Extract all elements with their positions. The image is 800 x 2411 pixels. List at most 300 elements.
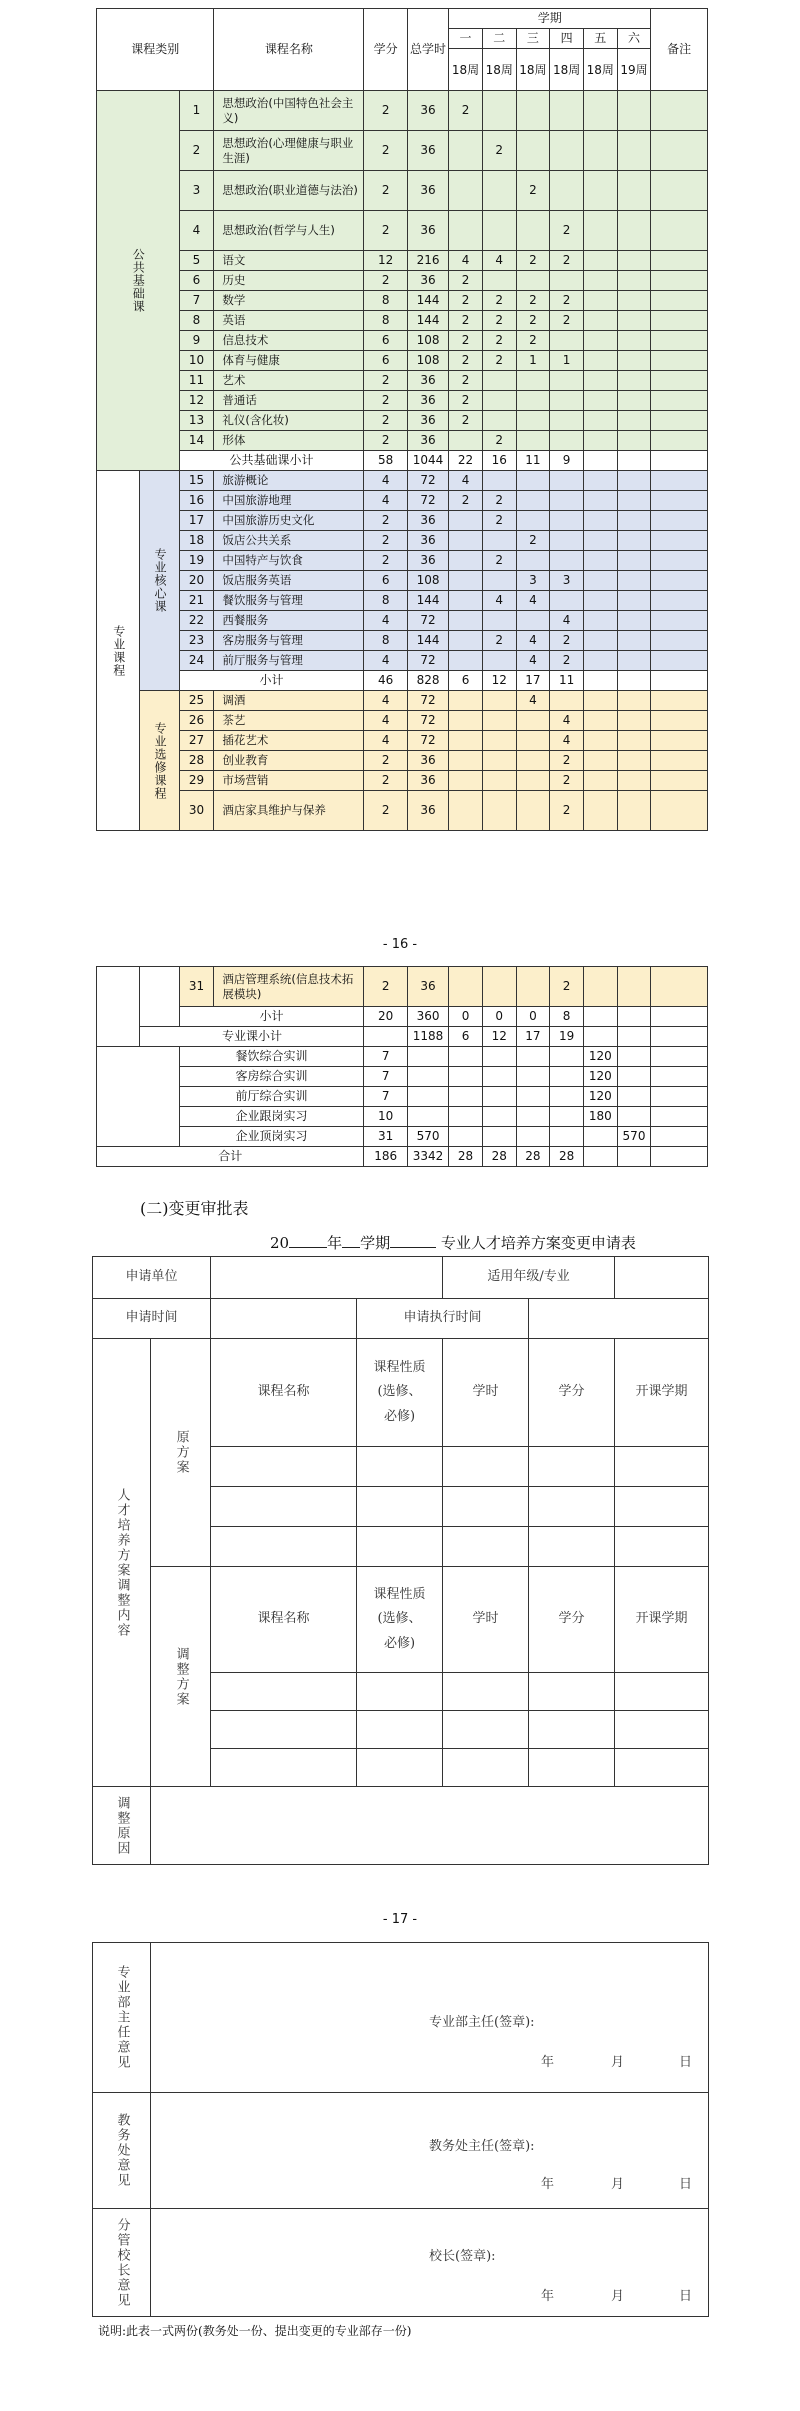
term-hours-cell: [617, 391, 651, 411]
term-hours-cell: [583, 591, 617, 611]
term-hours-cell: [449, 611, 483, 631]
table-row: [97, 431, 708, 451]
credit-cell: 4: [364, 731, 407, 751]
orig-row-2-cell[interactable]: [357, 1487, 443, 1527]
hours-cell: 144: [407, 291, 448, 311]
term-hours-cell: 17: [516, 1027, 550, 1047]
term-hours-cell: [617, 131, 651, 171]
course-name-cell: 前厅综合实训: [179, 1087, 364, 1107]
term-hours-cell: [449, 751, 483, 771]
credit-cell: 2: [364, 967, 407, 1007]
term-hours-cell: [617, 91, 651, 131]
term-hours-cell: [583, 311, 617, 331]
credit-cell: 8: [364, 631, 407, 651]
credit-cell: 2: [364, 171, 407, 211]
hours-cell: 570: [407, 1127, 448, 1147]
seq-cell: 31: [179, 967, 214, 1007]
course-name-cell: 中国旅游地理: [214, 491, 364, 511]
term-hours-cell: 22: [449, 451, 483, 471]
term-hours-cell: [516, 91, 550, 131]
term-hours-cell: 28: [449, 1147, 483, 1167]
orig-row-3-cell[interactable]: [615, 1527, 709, 1567]
hours-cell: 216: [407, 251, 448, 271]
term-hours-cell: [516, 791, 550, 831]
course-name-cell: 企业顶岗实习: [179, 1127, 364, 1147]
term-hours-cell: [516, 751, 550, 771]
seq-cell: 1: [179, 91, 214, 131]
credit-cell: 2: [364, 211, 407, 251]
reason-field[interactable]: [151, 1787, 709, 1865]
header-course-name: 课程名称: [214, 9, 364, 91]
term-hours-cell: [583, 531, 617, 551]
term-hours-cell: 0: [516, 1007, 550, 1027]
adj-row-3-cell[interactable]: [211, 1749, 357, 1787]
group-professional-cont: [97, 967, 140, 1047]
term-hours-cell: [583, 251, 617, 271]
term-hours-cell: [449, 631, 483, 651]
term-hours-cell: [583, 131, 617, 171]
term-hours-cell: [583, 671, 617, 691]
term-hours-cell: [482, 651, 516, 671]
term-hours-cell: [516, 271, 550, 291]
subtotal-row: [97, 1007, 708, 1027]
section-title: (二)变更审批表: [140, 1199, 249, 1218]
credit-cell: 8: [364, 591, 407, 611]
header-remark: 备注: [651, 9, 708, 91]
orig-row-1-cell[interactable]: [529, 1447, 615, 1487]
hours-cell: [407, 1087, 448, 1107]
adj-row-3-cell[interactable]: [443, 1749, 529, 1787]
term-hours-cell: [617, 1107, 651, 1127]
term-hours-cell: [583, 711, 617, 731]
table-row: [97, 291, 708, 311]
adj-row-3-cell[interactable]: [529, 1749, 615, 1787]
date-month: 月: [611, 2289, 625, 2304]
remark-cell: [651, 351, 708, 371]
adj-col-nature: 课程性质 (选修、 必修): [357, 1567, 443, 1673]
apply-time-field[interactable]: [211, 1299, 357, 1339]
adj-row-1-cell[interactable]: [211, 1673, 357, 1711]
hours-cell: 108: [407, 571, 448, 591]
hours-cell: 72: [407, 471, 448, 491]
term-hours-cell: [617, 1007, 651, 1027]
term-hours-cell: 2: [482, 311, 516, 331]
hours-cell: 36: [407, 751, 448, 771]
hours-cell: 72: [407, 711, 448, 731]
term-hours-cell: 8: [550, 1007, 584, 1027]
title-prefix: 20: [270, 1234, 290, 1252]
week-header: 18周: [449, 49, 483, 91]
table-row: [97, 571, 708, 591]
term-hours-cell: [617, 711, 651, 731]
group-elective-cont: [140, 967, 179, 1027]
orig-row-2-cell[interactable]: [211, 1487, 357, 1527]
credit-cell: 2: [364, 531, 407, 551]
adj-row-2-cell[interactable]: [357, 1711, 443, 1749]
week-header: 18周: [516, 49, 550, 91]
term-hours-cell: 2: [449, 351, 483, 371]
course-name-cell: 信息技术: [214, 331, 364, 351]
term-hours-cell: 9: [550, 451, 584, 471]
term-hours-cell: 4: [516, 591, 550, 611]
term-hours-cell: [617, 211, 651, 251]
course-name-cell: 数学: [214, 291, 364, 311]
remark-cell: [651, 1087, 708, 1107]
orig-row-2-cell[interactable]: [529, 1487, 615, 1527]
seq-cell: 23: [179, 631, 214, 651]
remark-cell: [651, 651, 708, 671]
remark-cell: [651, 711, 708, 731]
term-header: 二: [482, 29, 516, 49]
credit-cell: 8: [364, 291, 407, 311]
remark-cell: [651, 1147, 708, 1167]
term-hours-cell: [482, 751, 516, 771]
term-hours-cell: 4: [516, 631, 550, 651]
seq-cell: 7: [179, 291, 214, 311]
remark-cell: [651, 211, 708, 251]
date-year: 年: [541, 2055, 555, 2070]
hours-cell: 144: [407, 631, 448, 651]
term-hours-cell: 2: [516, 311, 550, 331]
hours-cell: 72: [407, 491, 448, 511]
course-name-cell: 旅游概论: [214, 471, 364, 491]
term-hours-cell: [550, 271, 584, 291]
table-row: [97, 171, 708, 211]
term-hours-cell: 2: [449, 331, 483, 351]
orig-row-2-cell[interactable]: [615, 1487, 709, 1527]
remark-cell: [651, 431, 708, 451]
teaching-plan-table: [96, 8, 708, 831]
remark-cell: [651, 591, 708, 611]
term-hours-cell: 2: [482, 511, 516, 531]
hours-cell: 72: [407, 651, 448, 671]
term-hours-cell: [449, 571, 483, 591]
term-hours-cell: [617, 571, 651, 591]
credit-cell: 31: [364, 1127, 407, 1147]
subtotal-label: 公共基础课小计: [179, 451, 364, 471]
term-hours-cell: 2: [482, 291, 516, 311]
term-hours-cell: [516, 211, 550, 251]
seq-cell: 19: [179, 551, 214, 571]
seq-cell: 28: [179, 751, 214, 771]
term-hours-cell: [482, 571, 516, 591]
term-hours-cell: 2: [516, 251, 550, 271]
term-hours-cell: 4: [482, 251, 516, 271]
hours-cell: 144: [407, 311, 448, 331]
term-hours-cell: 1: [516, 351, 550, 371]
term-hours-cell: 180: [583, 1107, 617, 1127]
term-hours-cell: [583, 91, 617, 131]
term-hours-cell: [550, 411, 584, 431]
term-hours-cell: [482, 271, 516, 291]
remark-cell: [651, 391, 708, 411]
term-hours-cell: [617, 611, 651, 631]
orig-row-1-cell[interactable]: [443, 1447, 529, 1487]
table-row: [97, 967, 708, 1007]
term-hours-cell: [617, 251, 651, 271]
practice-group-cell: [97, 1047, 180, 1147]
exec-time-field[interactable]: [529, 1299, 709, 1339]
course-name-cell: 茶艺: [214, 711, 364, 731]
term-hours-cell: [550, 691, 584, 711]
date-day: 日: [679, 2177, 693, 2192]
term-hours-cell: 2: [550, 771, 584, 791]
hours-cell: 1188: [407, 1027, 448, 1047]
grade-major-field[interactable]: [615, 1257, 709, 1299]
table-row: [97, 1047, 708, 1067]
term-hours-cell: [583, 571, 617, 591]
remark-cell: [651, 791, 708, 831]
term-hours-cell: [617, 291, 651, 311]
term-hours-cell: 2: [516, 291, 550, 311]
course-name-cell: 历史: [214, 271, 364, 291]
credit-cell: 7: [364, 1047, 407, 1067]
term-hours-cell: 2: [516, 331, 550, 351]
table-row: [97, 691, 708, 711]
remark-cell: [651, 731, 708, 751]
adj-row-2-cell[interactable]: [443, 1711, 529, 1749]
subtotal-label: 小计: [179, 1007, 364, 1027]
table-row: [97, 251, 708, 271]
term-hours-cell: [583, 491, 617, 511]
remark-cell: [651, 131, 708, 171]
apply-unit-field[interactable]: [211, 1257, 443, 1299]
original-plan-label: 原方案: [151, 1339, 211, 1567]
table-row: [97, 211, 708, 251]
academic-office-opinion[interactable]: [151, 2093, 709, 2209]
term-hours-cell: [583, 331, 617, 351]
term-hours-cell: [449, 551, 483, 571]
term-hours-cell: [482, 411, 516, 431]
seq-cell: 20: [179, 571, 214, 591]
hours-cell: 36: [407, 171, 448, 211]
credit-cell: 4: [364, 651, 407, 671]
date-day: 日: [679, 2055, 693, 2070]
term-hours-cell: 4: [550, 611, 584, 631]
term-hours-cell: [516, 491, 550, 511]
term-hours-cell: [482, 1127, 516, 1147]
term-hours-cell: [583, 751, 617, 771]
orig-row-3-cell[interactable]: [357, 1527, 443, 1567]
hours-cell: 36: [407, 211, 448, 251]
remark-cell: [651, 311, 708, 331]
term-hours-cell: [550, 331, 584, 351]
credit-cell: 2: [364, 751, 407, 771]
term-hours-cell: [449, 731, 483, 751]
term-hours-cell: [449, 131, 483, 171]
credit-cell: 6: [364, 331, 407, 351]
term-hours-cell: [583, 791, 617, 831]
hours-cell: [407, 1067, 448, 1087]
table-row: [97, 651, 708, 671]
term-hours-cell: 4: [449, 251, 483, 271]
course-name-cell: 艺术: [214, 371, 364, 391]
term-hours-cell: [516, 967, 550, 1007]
term-hours-cell: [583, 611, 617, 631]
term-hours-cell: [550, 91, 584, 131]
term-hours-cell: [617, 411, 651, 431]
table-row: [97, 731, 708, 751]
orig-row-3-cell[interactable]: [529, 1527, 615, 1567]
term-hours-cell: 2: [516, 531, 550, 551]
table-row: [97, 1087, 708, 1107]
hours-cell: 36: [407, 431, 448, 451]
hours-cell: 36: [407, 391, 448, 411]
orig-row-2-cell[interactable]: [443, 1487, 529, 1527]
adj-row-3-cell[interactable]: [357, 1749, 443, 1787]
term-hours-cell: [516, 1107, 550, 1127]
term-hours-cell: [449, 651, 483, 671]
term-hours-cell: [617, 1087, 651, 1107]
term-hours-cell: [449, 591, 483, 611]
teaching-plan-table-cont: [96, 966, 708, 1167]
term-hours-cell: 2: [550, 651, 584, 671]
week-header: 19周: [617, 49, 651, 91]
term-hours-cell: [550, 371, 584, 391]
term-hours-cell: [583, 511, 617, 531]
credit-cell: 4: [364, 711, 407, 731]
adj-row-1-cell[interactable]: [615, 1673, 709, 1711]
seq-cell: 10: [179, 351, 214, 371]
form-title: [270, 1232, 636, 1253]
hours-cell: 828: [407, 671, 448, 691]
change-application-form: [92, 1256, 709, 1865]
adj-row-2-cell[interactable]: [529, 1711, 615, 1749]
remark-cell: [651, 291, 708, 311]
remark-cell: [651, 91, 708, 131]
credit-cell: [364, 1027, 407, 1047]
term-hours-cell: [617, 511, 651, 531]
term-hours-cell: [482, 391, 516, 411]
course-name-cell: 前厅服务与管理: [214, 651, 364, 671]
adj-col-hours: 学时: [443, 1567, 529, 1673]
seq-cell: 22: [179, 611, 214, 631]
credit-cell: 7: [364, 1067, 407, 1087]
orig-row-1-cell[interactable]: [615, 1447, 709, 1487]
credit-cell: 2: [364, 131, 407, 171]
term-hours-cell: 28: [482, 1147, 516, 1167]
term-hours-cell: [617, 451, 651, 471]
remark-cell: [651, 511, 708, 531]
seq-cell: 17: [179, 511, 214, 531]
credit-cell: 6: [364, 351, 407, 371]
course-name-cell: 思想政治(中国特色社会主义): [214, 91, 364, 131]
term-hours-cell: 2: [482, 351, 516, 371]
orig-row-1-cell[interactable]: [357, 1447, 443, 1487]
term-hours-cell: [550, 1047, 584, 1067]
credit-cell: 2: [364, 511, 407, 531]
seq-cell: 26: [179, 711, 214, 731]
remark-cell: [651, 171, 708, 211]
adj-col-term: 开课学期: [615, 1567, 709, 1673]
term-hours-cell: [583, 431, 617, 451]
term-hours-cell: [583, 771, 617, 791]
term-hours-cell: [617, 771, 651, 791]
term-hours-cell: [617, 1067, 651, 1087]
subtotal-row: [97, 451, 708, 471]
adj-row-1-cell[interactable]: [529, 1673, 615, 1711]
orig-col-term: 开课学期: [615, 1339, 709, 1447]
term-hours-cell: 2: [550, 251, 584, 271]
table-row: [97, 771, 708, 791]
hours-cell: 36: [407, 131, 448, 171]
dept-head-opinion[interactable]: [151, 1943, 709, 2093]
credit-cell: 46: [364, 671, 407, 691]
term-hours-cell: 6: [449, 671, 483, 691]
adj-row-1-cell[interactable]: [443, 1673, 529, 1711]
term-hours-cell: 4: [516, 651, 550, 671]
term-hours-cell: [583, 371, 617, 391]
term-hours-cell: 120: [583, 1067, 617, 1087]
credit-cell: 4: [364, 471, 407, 491]
seq-cell: 12: [179, 391, 214, 411]
hours-cell: 3342: [407, 1147, 448, 1167]
term-hours-cell: [583, 271, 617, 291]
term-hours-cell: [583, 291, 617, 311]
orig-row-3-cell[interactable]: [443, 1527, 529, 1567]
seq-cell: 24: [179, 651, 214, 671]
principal-opinion[interactable]: [151, 2209, 709, 2317]
orig-row-3-cell[interactable]: [211, 1527, 357, 1567]
term-hours-cell: [449, 211, 483, 251]
term-hours-cell: [516, 1127, 550, 1147]
table-row: [97, 511, 708, 531]
credit-cell: 7: [364, 1087, 407, 1107]
course-name-cell: 调酒: [214, 691, 364, 711]
term-hours-cell: [482, 91, 516, 131]
table-row: [97, 591, 708, 611]
date-month: 月: [611, 2055, 625, 2070]
term-hours-cell: [617, 791, 651, 831]
subtotal-label: 小计: [179, 671, 364, 691]
term-hours-cell: [617, 171, 651, 211]
term-hours-cell: [516, 131, 550, 171]
term-hours-cell: [516, 1067, 550, 1087]
term-hours-cell: 2: [482, 491, 516, 511]
dept-head-label: 专业部主任意见: [93, 1943, 151, 2093]
term-hours-cell: [449, 691, 483, 711]
remark-cell: [651, 571, 708, 591]
date-month: 月: [611, 2177, 625, 2192]
seq-cell: 4: [179, 211, 214, 251]
term-hours-cell: 11: [550, 671, 584, 691]
term-hours-cell: [449, 711, 483, 731]
term-hours-cell: [617, 1047, 651, 1067]
remark-cell: [651, 611, 708, 631]
term-hours-cell: [550, 1067, 584, 1087]
hours-cell: 72: [407, 731, 448, 751]
adj-row-3-cell[interactable]: [615, 1749, 709, 1787]
orig-row-1-cell[interactable]: [211, 1447, 357, 1487]
header-total-hours: 总学时: [407, 9, 448, 91]
adj-row-2-cell[interactable]: [615, 1711, 709, 1749]
hours-cell: 36: [407, 411, 448, 431]
credit-cell: 10: [364, 1107, 407, 1127]
credit-cell: 4: [364, 491, 407, 511]
term-hours-cell: [449, 771, 483, 791]
seq-cell: 15: [179, 471, 214, 491]
seq-cell: 30: [179, 791, 214, 831]
page-number-16: - 16 -: [382, 937, 418, 952]
term-hours-cell: [550, 1107, 584, 1127]
adj-row-1-cell[interactable]: [357, 1673, 443, 1711]
term-hours-cell: [516, 431, 550, 451]
course-name-cell: 饭店公共关系: [214, 531, 364, 551]
term-hours-cell: [482, 371, 516, 391]
term-hours-cell: [583, 1007, 617, 1027]
adj-row-2-cell[interactable]: [211, 1711, 357, 1749]
term-hours-cell: 2: [449, 271, 483, 291]
